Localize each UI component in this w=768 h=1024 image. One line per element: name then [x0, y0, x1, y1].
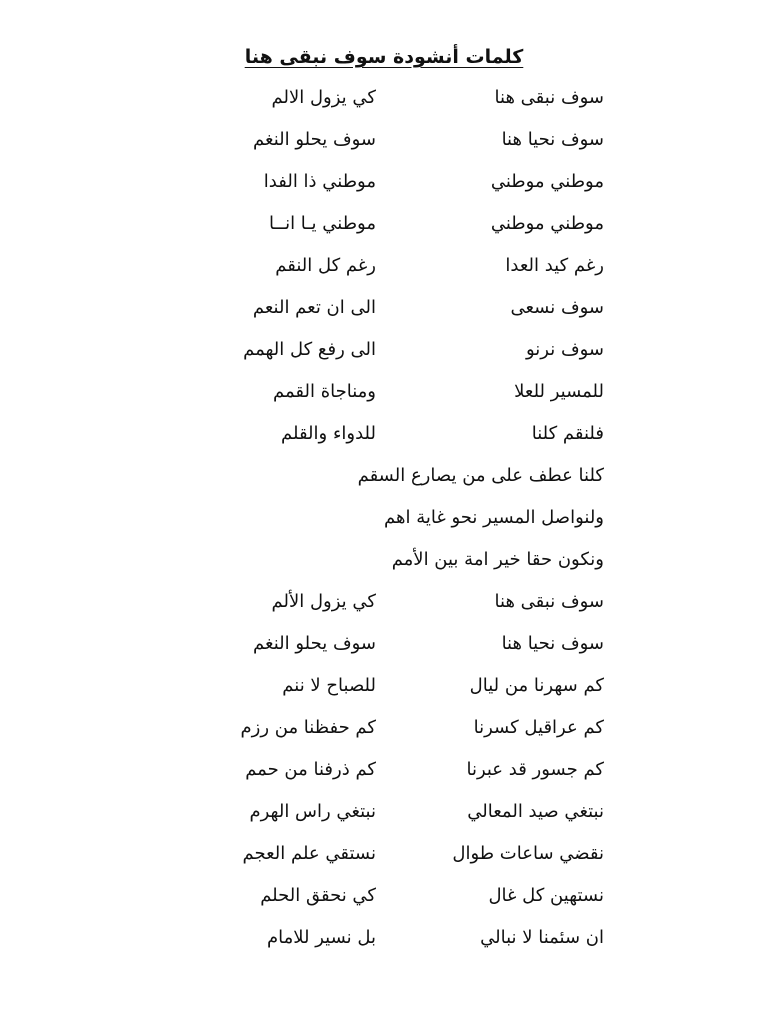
poem-line: [0, 882, 768, 924]
verse-second-half: كم ذرفنا من حمم: [245, 759, 376, 780]
verse-first-half: نستهين كل غال: [488, 885, 604, 906]
poem-line: [0, 168, 768, 210]
poem-line: [0, 672, 768, 714]
poem-line: [0, 84, 768, 126]
poem-title: [0, 44, 768, 70]
poem-title-text: كلمات أنشودة سوف نبقى هنا: [244, 46, 524, 68]
poem-line: [0, 630, 768, 672]
poem-line: [0, 294, 768, 336]
verse-second-half: سوف يحلو النغم: [253, 129, 376, 150]
verse-second-half: ومناجاة القمم: [273, 381, 376, 402]
verse-first-half: للمسير للعلا: [514, 381, 604, 402]
verse-first-half: سوف نحيا هنا: [501, 633, 604, 654]
verse-first-half: كم سهرنا من ليال: [469, 675, 604, 696]
verse-second-half: للصباح لا ننم: [282, 675, 376, 696]
poem-line: [0, 924, 768, 966]
verse-first-half: سوف نبقى هنا: [494, 591, 604, 612]
poem-line: [0, 462, 768, 504]
verse-first-half: موطني موطني: [490, 171, 604, 192]
verse-second-half: نبتغي راس الهرم: [249, 801, 376, 822]
verse-full-line: ونكون حقا خير امة بين الأمم: [391, 549, 604, 570]
verse-second-half: نستقي علم العجم: [242, 843, 376, 864]
verse-first-half: رغم كيد العدا: [505, 255, 604, 276]
verse-second-half: بل نسير للامام: [266, 927, 376, 948]
poem-line: [0, 420, 768, 462]
verse-first-half: كم عراقيل كسرنا: [473, 717, 604, 738]
verse-second-half: رغم كل النقم: [275, 255, 376, 276]
verse-full-line: ولنواصل المسير نحو غاية اهم: [384, 507, 604, 528]
poem-line: [0, 126, 768, 168]
poem-line: [0, 840, 768, 882]
poem-line: [0, 588, 768, 630]
verse-first-half: سوف نرنو: [525, 339, 604, 360]
poem-line: [0, 336, 768, 378]
verse-first-half: سوف نحيا هنا: [501, 129, 604, 150]
poem-line: [0, 378, 768, 420]
poem-line: [0, 714, 768, 756]
poem-line: [0, 756, 768, 798]
poem-line: [0, 210, 768, 252]
poem-line: [0, 252, 768, 294]
verse-first-half: نقضي ساعات طوال: [452, 843, 604, 864]
verse-first-half: كم جسور قد عبرنا: [466, 759, 604, 780]
verse-first-half: سوف نسعى: [510, 297, 604, 318]
verse-second-half: الى رفع كل الهمم: [243, 339, 376, 360]
verse-second-half: كي نحقق الحلم: [260, 885, 376, 906]
verse-second-half: الى ان تعم النعم: [252, 297, 376, 318]
poem-lines: [0, 84, 768, 966]
poem-line: [0, 546, 768, 588]
poem-line: [0, 798, 768, 840]
verse-first-half: فلنقم كلنا: [531, 423, 604, 444]
verse-first-half: نبتغي صيد المعالي: [467, 801, 604, 822]
verse-second-half: كي يزول الألم: [271, 591, 376, 612]
verse-second-half: كي يزول الالم: [271, 87, 376, 108]
verse-full-line: كلنا عطف على من يصارع السقم: [357, 465, 604, 486]
verse-first-half: ان سئمنا لا نبالي: [480, 927, 604, 948]
verse-second-half: موطني يـا انــا: [269, 213, 376, 234]
verse-second-half: سوف يحلو النغم: [253, 633, 376, 654]
poem-line: [0, 504, 768, 546]
verse-second-half: موطني ذا الفدا: [263, 171, 376, 192]
verse-second-half: كم حفظنا من رزم: [240, 717, 376, 738]
verse-first-half: سوف نبقى هنا: [494, 87, 604, 108]
verse-second-half: للدواء والقلم: [281, 423, 376, 444]
verse-first-half: موطني موطني: [490, 213, 604, 234]
